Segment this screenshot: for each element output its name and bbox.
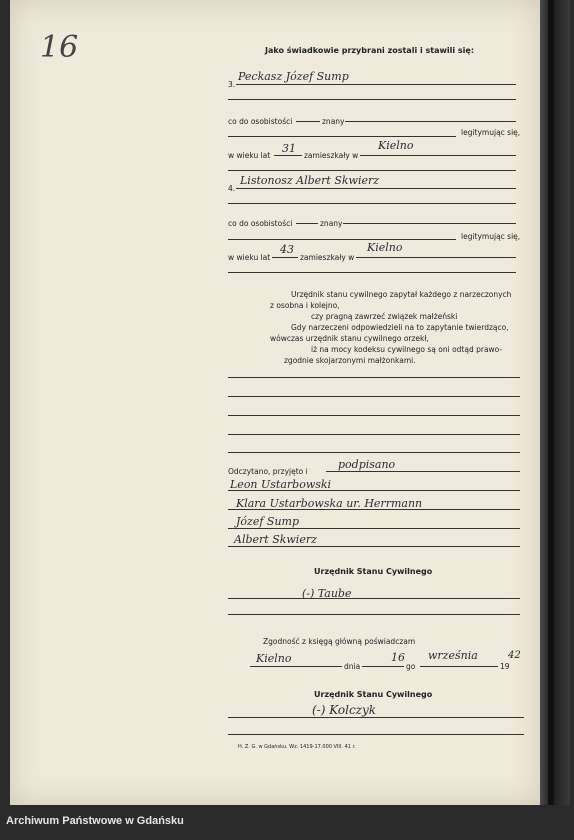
registrar2-line2 (228, 734, 524, 735)
signed-label: Odczytano, przyjęto i (228, 467, 308, 476)
witness3-residence-line (360, 155, 516, 156)
registrar1-title: Urzędnik Stanu Cywilnego (314, 567, 433, 576)
certification-place: Kielno (256, 652, 292, 665)
blank-line (228, 377, 520, 378)
witness3-identity-line (228, 136, 456, 137)
signature-line (228, 546, 520, 547)
blank-line (228, 415, 520, 416)
signature-line (228, 509, 520, 510)
certification-year-suffix: 42 (508, 650, 521, 661)
signature-3: Józef Sump (236, 515, 299, 528)
witness3-known-label: co do osobistości (228, 117, 293, 126)
witness4-residence: Kielno (367, 241, 403, 254)
document-page (10, 0, 540, 805)
witness4-known-line (343, 223, 516, 224)
declaration-line: z osobna i kolejno, (270, 301, 340, 310)
signature-line (228, 490, 520, 491)
witness3-identity-label: legitymując się, (461, 128, 521, 137)
witness3-number: 3. (228, 80, 236, 89)
witness4-identity-line (228, 239, 456, 240)
witness3-age: 31 (282, 142, 296, 155)
registrar2-signature: (-) Kolczyk (312, 703, 377, 717)
certification-month: września (428, 649, 478, 662)
registrar1-line2 (228, 614, 520, 615)
blank-line (228, 434, 520, 435)
book-spine-strip (548, 0, 554, 805)
signature-4: Albert Skwierz (234, 533, 317, 546)
witness3-blank-line (228, 99, 516, 100)
registrar1-signature: (-) Taube (302, 587, 352, 600)
page-number: 16 (40, 30, 79, 65)
certification-go-label: go (406, 662, 416, 671)
witness4-known-dash (296, 223, 318, 224)
certification-year-prefix: 19 (500, 662, 510, 671)
witness4-name: Listonosz Albert Skwierz (240, 174, 380, 187)
certification-day: 16 (391, 651, 405, 664)
witness4-number: 4. (228, 184, 236, 193)
witness4-blank-line (228, 203, 516, 204)
registrar2-line (228, 717, 524, 718)
witness4-age-label: w wieku lat (228, 253, 271, 262)
certification-place-line (250, 666, 342, 667)
certification-month-line (420, 666, 498, 667)
archive-name: Archiwum Państwowe w Gdańsku (6, 815, 184, 827)
witness3-known-line (345, 121, 516, 122)
witness3-age-line (274, 155, 302, 156)
witness4-residence-line (356, 257, 516, 258)
declaration-line: Urzędnik stanu cywilnego zapytał każdego z narzeczonych (291, 290, 512, 299)
certification-day-label: dnia (344, 662, 361, 671)
witness3-residence-label: zamieszkały w (304, 151, 359, 160)
certification-day-line (362, 666, 404, 667)
signed-value: podpisano (338, 458, 396, 471)
declaration-line: iż na mocy kodeksu cywilnego są oni odtąd prawo- (311, 345, 503, 354)
certification-text: Zgodność z księgą główną poświadczam (263, 637, 416, 646)
archive-footer (0, 805, 574, 840)
declaration-line: czy pragną zawrzeć związek małżeński (311, 312, 458, 321)
signature-2: Klara Ustarbowska ur. Herrmann (236, 497, 423, 510)
witness4-identity-label: legitymując się, (461, 232, 521, 241)
registrar1-line (228, 598, 520, 599)
declaration-line: wówczas urzędnik stanu cywilnego orzekł, (270, 334, 429, 343)
signed-line (326, 471, 520, 472)
witness4-name-line (236, 188, 516, 189)
book-edge (540, 0, 570, 805)
blank-line (228, 452, 520, 453)
signature-1: Leon Ustarbowski (230, 478, 332, 491)
blank-line (228, 396, 520, 397)
declaration-line: zgodnie skojarzonymi małżonkami. (284, 356, 416, 365)
witness4-residence-label: zamieszkały w (300, 253, 355, 262)
witness4-known-value: znany (320, 219, 343, 228)
witness3-name-line (236, 84, 516, 85)
witness4-age-line (272, 257, 298, 258)
registrar2-title: Urzędnik Stanu Cywilnego (314, 690, 433, 699)
witness3-known-dash (296, 121, 320, 122)
witness3-age-label: w wieku lat (228, 151, 271, 160)
witness3-name: Peckasz Józef Sump (238, 70, 349, 83)
witness4-end-line (228, 272, 516, 273)
declaration-line: Gdy narzeczeni odpowiedzieli na to zapytanie twierdząco, (291, 323, 509, 332)
witness4-known-label: co do osobistości (228, 219, 293, 228)
print-note: H. Z. G. w Gdańsku. Wz. 1419-17.000 VIII. 41 r. (238, 744, 356, 750)
header-text: Jako świadkowie przybrani zostali i stawili się: (265, 46, 475, 55)
signature-line (228, 528, 520, 529)
witness3-known-value: znany (322, 117, 345, 126)
witness4-age: 43 (280, 243, 294, 256)
witness3-end-line (228, 170, 516, 171)
witness3-residence: Kielno (378, 139, 414, 152)
